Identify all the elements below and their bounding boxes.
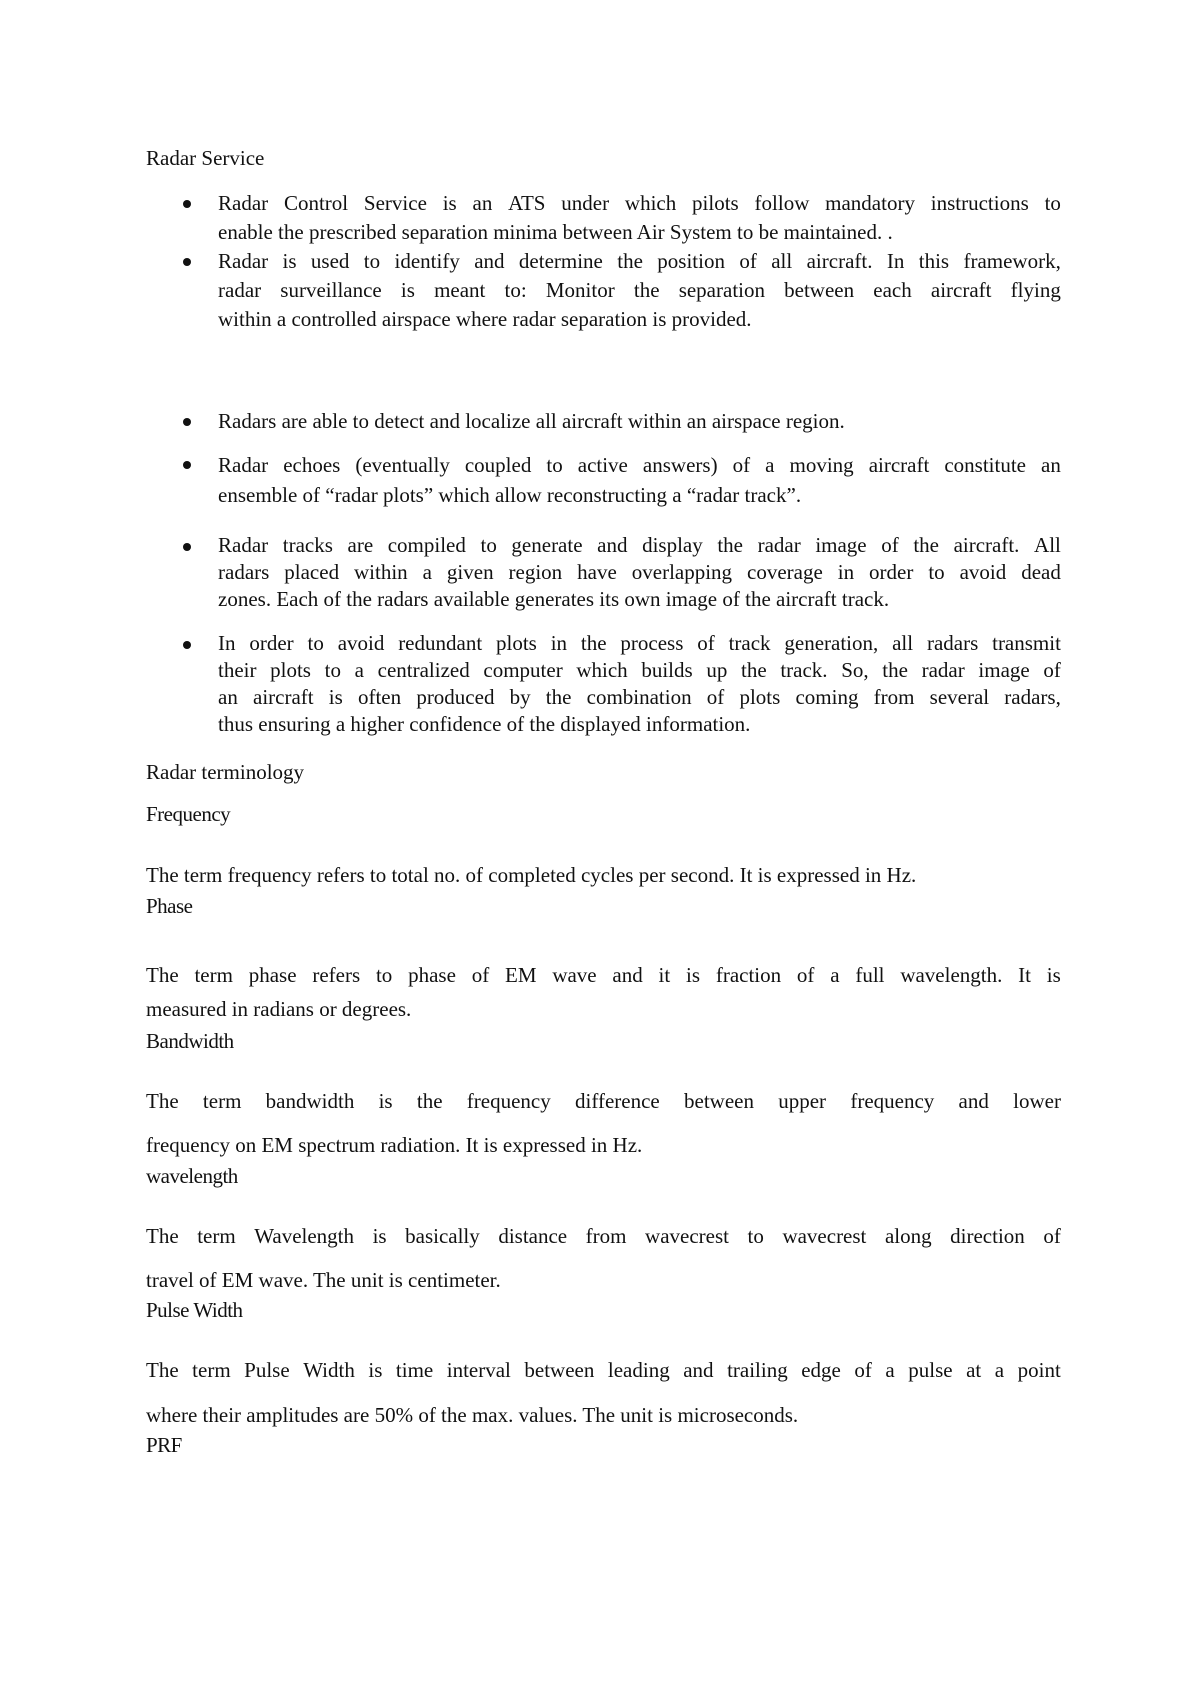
bullet-item (218, 450, 1061, 510)
bullet-line: ensemble of “radar plots” which allow reconstructing a “radar track”. (218, 483, 802, 507)
bullet-line: thus ensuring a higher confidence of the displayed information. (218, 712, 751, 736)
term-definition-pulse-width (146, 1358, 1061, 1383)
bullet-line: Radar echoes (eventually coupled to active answers) of a moving aircraft constitute an (218, 453, 1061, 477)
definition-line: measured in radians or degrees. (146, 997, 412, 1021)
bullet-line: Radars are able to detect and localize all aircraft within an airspace region. (218, 409, 845, 433)
term-heading-phase: Phase (146, 894, 193, 918)
term-definition-frequency: The term frequency refers to total no. of completed cycles per second. It is expressed in Hz. (146, 863, 917, 887)
bullet-icon (183, 200, 191, 208)
bullet-icon (183, 418, 191, 426)
definition-line: where their amplitudes are 50% of the max. values. The unit is microseconds. (146, 1403, 799, 1427)
bullet-item (218, 532, 1061, 613)
bullet-line: Radar is used to identify and determine the position of all aircraft. In this framework, (218, 249, 1061, 273)
bullet-line: Radar tracks are compiled to generate and display the radar image of the aircraft. All (218, 533, 1061, 557)
bullet-line: within a controlled airspace where radar separation is provided. (218, 307, 752, 331)
bullet-line: radars placed within a given region have overlapping coverage in order to avoid dead (218, 560, 1061, 584)
term-heading-prf: PRF (146, 1433, 182, 1457)
bullet-item (218, 407, 1061, 436)
bullet-icon (183, 461, 191, 469)
bullet-line: zones. Each of the radars available generates its own image of the aircraft track. (218, 587, 890, 611)
definition-line: The term Wavelength is basically distance from wavecrest to wavecrest along direction of (146, 1224, 1061, 1248)
term-heading-bandwidth: Bandwidth (146, 1029, 234, 1053)
definition-line: The term bandwidth is the frequency difference between upper frequency and lower (146, 1089, 1061, 1113)
definition-line: The term phase refers to phase of EM wave and it is fraction of a full wavelength. It is (146, 963, 1061, 987)
term-heading-wavelength: wavelength (146, 1164, 238, 1188)
definition-line: travel of EM wave. The unit is centimeter. (146, 1268, 501, 1292)
bullet-icon (183, 543, 191, 551)
bullet-line: an aircraft is often produced by the combination of plots coming from several radars, (218, 685, 1061, 709)
definition-line: The term Pulse Width is time interval between leading and trailing edge of a pulse at a point (146, 1358, 1061, 1382)
bullet-item (218, 630, 1061, 738)
term-definition-bandwidth (146, 1089, 1061, 1114)
section-title: Radar Service (146, 146, 265, 170)
term-definition-phase (146, 953, 1061, 998)
bullet-line: enable the prescribed separation minima between Air System to be maintained. . (218, 220, 893, 244)
term-heading-pulse-width: Pulse Width (146, 1298, 243, 1322)
bullet-item (218, 247, 1061, 334)
terminology-title: Radar terminology (146, 760, 305, 784)
term-definition-wavelength (146, 1224, 1061, 1249)
bullet-line: radar surveillance is meant to: Monitor the separation between each aircraft flying (218, 278, 1061, 302)
bullet-line: In order to avoid redundant plots in the process of track generation, all radars transmit (218, 631, 1061, 655)
bullet-icon (183, 258, 191, 266)
term-heading-frequency: Frequency (146, 802, 231, 826)
bullet-icon (183, 641, 191, 649)
bullet-line: Radar Control Service is an ATS under which pilots follow mandatory instructions to (218, 191, 1061, 215)
definition-line: frequency on EM spectrum radiation. It is expressed in Hz. (146, 1133, 643, 1157)
bullet-item (218, 189, 1061, 247)
bullet-line: their plots to a centralized computer which builds up the track. So, the radar image of (218, 658, 1061, 682)
